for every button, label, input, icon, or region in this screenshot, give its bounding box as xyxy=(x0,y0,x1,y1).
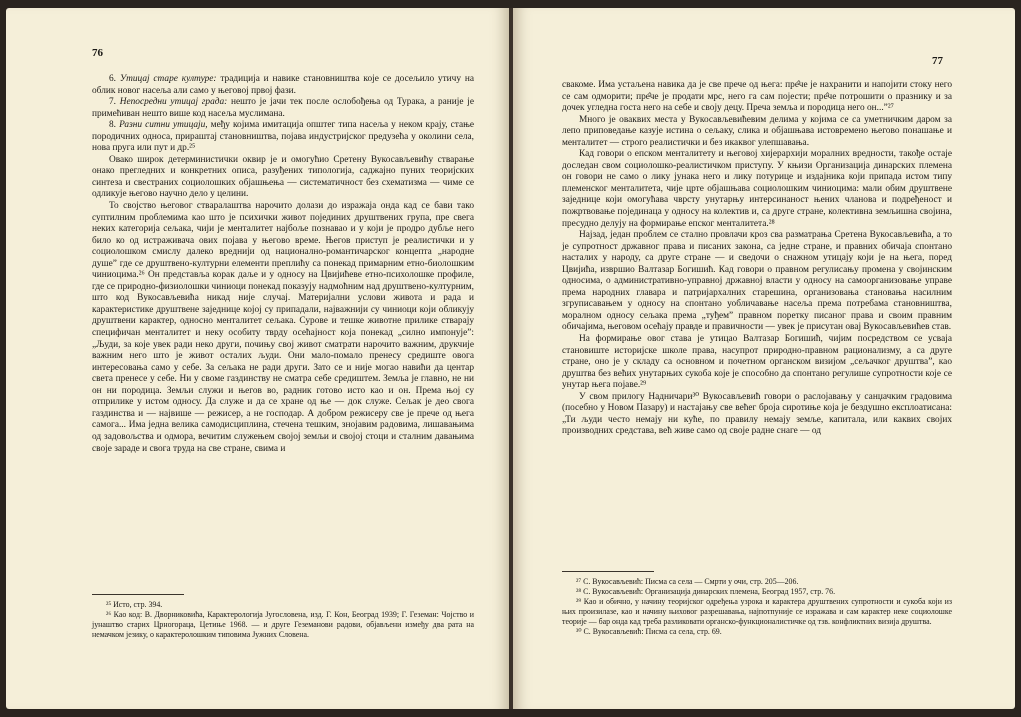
page-number-left: 76 xyxy=(92,47,103,59)
footnote: ²⁹ Као и обично, у начину теоријског одређења узрока и карактера друштвених супротности и сукоба који из њих произилазе, као и начину њиховог разрешавања, најпотпуније се изражава и сам карактер неке социолошке теорије — бар онда кад треба разликовати органско-функционалистичке од тзв. конфликтних визија друштва. xyxy=(562,597,952,627)
right-body-text xyxy=(562,80,952,438)
right-paragraph: Много је оваквих места у Вукосављевићевим делима у којима се са уметничким даром за лепо приповедање казује истина о сељаку, слика и објашњава истовремено његово понашање и менталитет — строго реалистички и без икаквог улепшавања. xyxy=(562,114,952,148)
right-paragraph: Најзад, један проблем се стално провлачи кроз сва разматрања Сретена Вукосављевића, а то је супротност државног права и писаних закона, са једне стране, и правних обичаја спонтано насталих у народу, са друге стране — и сведочи о снажном утицају који је на њега, поред Цвијића, извршио Валтазар Богишић. Кад говори о правном регулисању промена у својинским односима, о административно-управној државној власти у односу на самоорганизовање управе према народних главара и патријархалних старешина, организовања становања насилним згруписавањем у односу на спонтано уобличавање насеља према потребама становништва, моралном односу сељака према „туђем” правном поретку писаног права и своим правним обичајима, његовом осећају правде и правичности — увек је присутан овај Вукосављевићев став. xyxy=(562,230,952,333)
right-paragraph: Кад говори о епском менталитету и његовој хијерархији моралних вредности, такође остаје доследан свом социолошко-реалистичком приступу. У књизи Организација динарских племена он говори не само о лику јунака него и лику потурице и издајника који припада истом типу племенског менталитета, чије црте објашњава социолошким чиниоцима: мали обим друштвене заједнице који омогућава чврсту унутарњу интерсинаност њених чланова и подређеност и пожртвовање појединаца у односу на колектив и, са друге стране, колективна земљишна својина, пресудно делују на формирање епског менталитета.²⁸ xyxy=(562,149,952,229)
footnote: ²⁸ С. Вукосављевић: Организација динарских племена, Београд 1957, стр. 76. xyxy=(576,587,836,597)
left-paragraph: То својство његовог стваралаштва нарочито долази до изражаја онда кад се бави тако суптилним проблемима као што је психички живот појединих друштвених група, пре свега неких категорија сељака, чији је менталитет најбоље познавао и у који је продро дубље него било ко од истраживача ових појава у његово време. Његов приступ је реалистички и у социолошком смислу далеко вреднији од национално-романтичарског концепта „народне душе” где се друштвено-културни елементи преплићу са понекад примарним етно-биолошким чиниоцима.²⁶ Он представља корак даље и у односу на Цвијићеве етно-психолошке профиле, где се природно-физиолошки чиниоци понекад показују надмоћним над друштвено-културним, што код Вукосављевића никад није случај. Материјални услови живота и рада и карактеристике друштвене заједнице којој су припадали, најважнији су чиниоци који обликују друштвени карактер, односно менталитет сељака. Суровe и тешке животне прилике стварају специфичан менталитет и неку особиту тврду осећајност која понекад „силно импонује”: „Људи, за које увек ради нeко други, почињу свој живот сматрати нарочито важним, друкчије важним него што је живот осталих људи. Они мало-помало пренесу средиште овога интересовања само у себе. За сељака не ради други. Зато се и није могао навићи да центар света пренесе у себе. Ни у своме газдинству не сматра себе средиштем. Земља је главно, не ни он ни породица. Земљи служи и његов во, радник готово исто као и он. Према њој су отприлике у истом односу. Да служе и да се хране од ње — док служе. Сељак је део свога газдинства и — највише — режисер, а не господар. А добром режисеру све је прече од њега самога... Има једна велика самодисциплина, стечена тешким, знојавим радовима, лишавањима од задовољства и одмора, вечитим служењем својој земљи и својој стоци и сталним давањима своје зараде и свога труда на све стране, свима и xyxy=(92,201,474,454)
right-paragraph: На формирање овог става је утицао Валтазар Богишић, чијим посредством се усваја становиште историјске школе права, насупрот природно-правном рационализму, а са друге стране, оно је у складу са основном и почетном органском визијом „сељачког друштва”, као друштва без већих унутарњих сукоба које је способно да спонтано регулише супротности које се унутар њега појаве.²⁹ xyxy=(562,334,952,391)
footnote: ²⁵ Исто, стр. 394. xyxy=(106,600,163,609)
footnote: ³⁰ С. Вукосављевић: Писма са села, стр. 69. xyxy=(576,627,722,637)
footnote-divider xyxy=(562,571,654,572)
footnote: ²⁶ Као код: В. Дворниковића, Карактерологија Југословена, изд. Г. Кон, Београд 1939; Г. Геземан: Чојство и јунаштво старих Црногораца, Цетиње 1968. — и друге Геземанови радови, објављени између два рата на немачком језику, о карактеролошким типовима Јужних Словена. xyxy=(92,610,474,640)
footnote: ²⁷ С. Вукосављевић: Писма са села — Смрти у очи, стр. 205—206. xyxy=(576,577,799,586)
left-paragraph: 6. Утицај старе културе: традиција и навике становништва које се досељило утичу на облик новог насеља али само у његовој првој фази. xyxy=(92,74,475,96)
right-footnotes xyxy=(562,577,952,638)
left-page xyxy=(6,8,509,709)
page-number-right: 77 xyxy=(932,55,943,67)
right-page xyxy=(513,8,1015,709)
left-paragraph: 8. Разни ситни утицаји, међу којима имитација општег типа насеља у неком крају, стање породичних односа, прираштај становништва, појава индустријског предузећа у околини села, нова пруга или пут и др.²⁵ xyxy=(92,120,475,154)
left-paragraph: Овако широк детерминистички оквир је и омогућио Сретену Вукосављевићу стварање онако прегледних и конкретних описа, разуђених типологија, саджајно пуних теоријских синтеза и свестраних социолошких објашњења — систематичност без схематизма — чиме се одликује његово научно дело у целини. xyxy=(92,154,474,200)
left-body-text xyxy=(92,74,474,455)
right-paragraph: свакоме. Има устаљена навика да је све прече од њега: пре̂че је нахранити и напојити стоку него се сам одморити; пре̂че је продати мрс, него га сам појести; пре̂че потрошити о празнику и за дочек угледна госта него на себе и своју децу. Преча земља и породица него он...”²⁷ xyxy=(562,80,952,114)
footnote-divider xyxy=(92,594,184,595)
left-footnotes xyxy=(92,600,474,640)
left-paragraph: 7. Непосредни утицај градa: нешто је јачи тек после ослобођења од Турака, а раније је примећиван нешто више код насеља муслимана. xyxy=(92,97,474,119)
right-paragraph: У свом прилогу Надничари³⁰ Вукосављевић говори о раслојавању у санџачким градовима (посебно у Новом Пазару) и настајању све већег броја сиротиње која је бездушно експлоатисана: „Ти људи често немају ни куће, по правилу немају земље, капитала, или каквих својих производних средстава, већ живе само од своје радне снаге — од xyxy=(562,391,952,437)
